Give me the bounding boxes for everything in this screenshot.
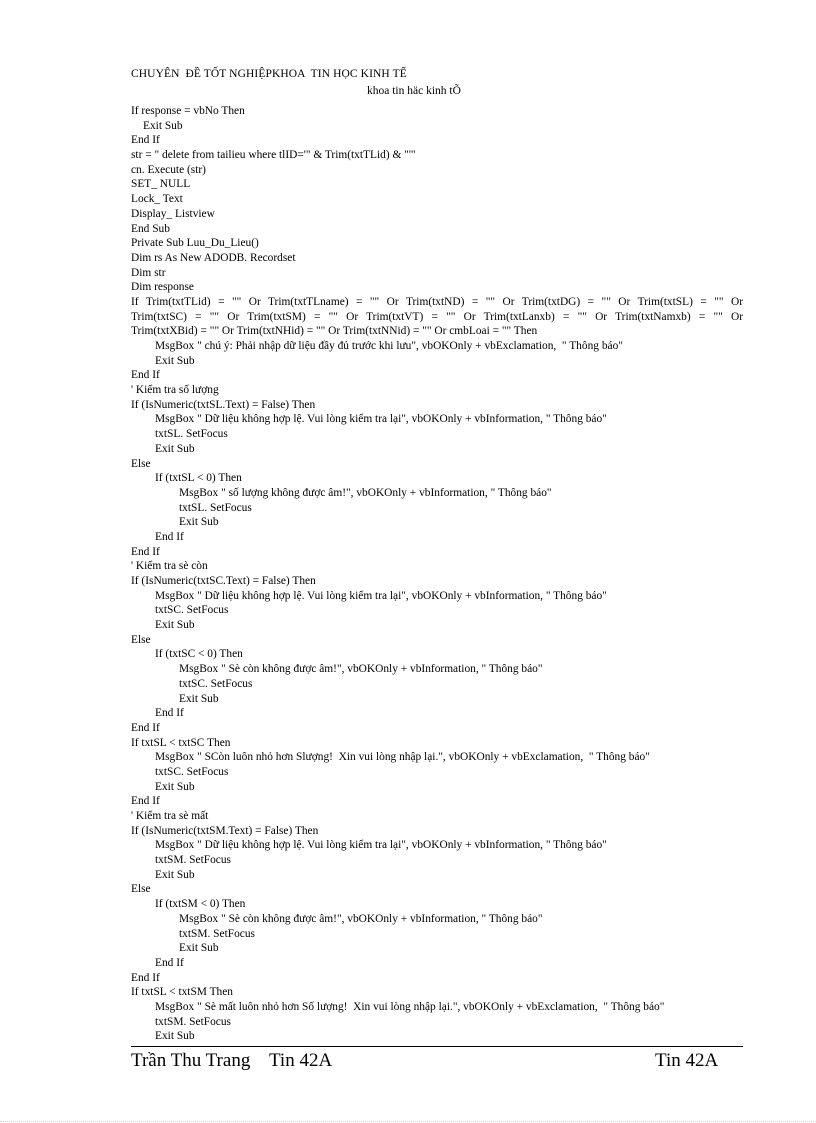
code-line: End If — [131, 721, 160, 734]
code-line: If (txtSL < 0) Then — [155, 472, 242, 485]
code-line: str = " delete from tailieu where tlID='" & Trim(txtTLid) & "'" — [131, 149, 416, 162]
code-line: End Sub — [131, 222, 170, 235]
code-line: Else — [131, 633, 151, 646]
code-line: MsgBox " số lượng không được âm!", vbOKOnly + vbInformation, " Thông báo" — [179, 486, 552, 499]
code-line: Display_ Listview — [131, 207, 215, 220]
code-line: Exit Sub — [155, 619, 195, 632]
code-line: Exit Sub — [179, 516, 219, 529]
code-line: MsgBox " Sè còn không được âm!", vbOKOnly + vbInformation, " Thông báo" — [179, 663, 543, 676]
code-line: Dim response — [131, 281, 194, 294]
code-line: MsgBox " Dữ liệu không hợp lệ. Vui lòng kiểm tra lại", vbOKOnly + vbInformation, " Thông báo" — [155, 589, 607, 602]
code-line: ' Kiểm tra sè mất — [131, 810, 209, 823]
code-line: Exit Sub — [179, 942, 219, 955]
code-line: txtSC. SetFocus — [155, 604, 229, 617]
code-line: Else — [131, 457, 151, 470]
code-line: End If — [131, 795, 160, 808]
code-line: If txtSL < txtSC Then — [131, 736, 231, 749]
footer-author: Trần Thu Trang Tin 42A — [131, 1050, 333, 1071]
code-line: If response = vbNo Then — [131, 105, 245, 117]
code-line: txtSM. SetFocus — [155, 854, 231, 867]
code-line: Exit Sub — [155, 868, 195, 881]
code-line: Dim rs As New ADODB. Recordset — [131, 251, 296, 264]
page-boundary — [0, 1121, 816, 1122]
code-line: Exit Sub — [155, 780, 195, 793]
code-line: End If — [155, 956, 184, 969]
code-line: End If — [131, 545, 160, 558]
code-line: Exit Sub — [155, 1030, 195, 1043]
code-line: MsgBox " Sè mất luôn nhỏ hơn Số lượng! Xin vui lòng nhập lại.", vbOKOnly + vbExclamation, " Thông báo" — [155, 1000, 665, 1013]
code-line: cn. Execute (str) — [131, 163, 206, 176]
document-header-subtitle: khoa tin häc kinh tÕ — [367, 85, 461, 97]
document-header-title: CHUYÊN ĐỀ TỐT NGHIỆPKHOA TIN HỌC KINH TẾ — [131, 68, 407, 80]
code-line: End If — [131, 971, 160, 984]
code-line: Dim str — [131, 266, 166, 279]
code-line: End If — [155, 530, 184, 543]
code-line: txtSC. SetFocus — [179, 677, 253, 690]
code-listing — [131, 104, 743, 1044]
code-line: Trim(txtXBid) = "" Or Trim(txtNHid) = "" Or Trim(txtNNid) = "" Or cmbLoai = "" Then — [131, 325, 538, 338]
code-line: txtSM. SetFocus — [155, 1015, 231, 1028]
code-line: ' Kiểm tra số lượng — [131, 384, 219, 397]
code-line: SET_ NULL — [131, 178, 191, 191]
code-line: Lock_ Text — [131, 193, 183, 206]
code-line: MsgBox " SCòn luôn nhỏ hơn Slượng! Xin vui lòng nhập lại.", vbOKOnly + vbExclamation, " Thông báo" — [155, 751, 650, 764]
footer-class: Tin 42A — [655, 1050, 719, 1071]
code-line: txtSL. SetFocus — [155, 428, 228, 441]
code-line: If (txtSM < 0) Then — [155, 898, 246, 911]
code-line: End If — [131, 134, 160, 147]
code-line: If (IsNumeric(txtSL.Text) = False) Then — [131, 398, 316, 411]
code-line: Exit Sub — [155, 442, 195, 455]
code-line: If (IsNumeric(txtSM.Text) = False) Then — [131, 824, 319, 837]
code-line: If (txtSC < 0) Then — [155, 648, 243, 661]
code-line: End If — [155, 707, 184, 720]
code-line: ' Kiểm tra sè còn — [131, 560, 208, 573]
code-line: txtSC. SetFocus — [155, 765, 229, 778]
code-line: If txtSL < txtSM Then — [131, 986, 233, 999]
code-line: Exit Sub — [179, 692, 219, 705]
code-line: MsgBox " Sè còn không được âm!", vbOKOnly + vbInformation, " Thông báo" — [179, 912, 543, 925]
footer-rule — [131, 1046, 743, 1047]
code-line: MsgBox " Dữ liệu không hợp lệ. Vui lòng kiểm tra lại", vbOKOnly + vbInformation, " Thông báo" — [155, 413, 607, 426]
code-line: If (IsNumeric(txtSC.Text) = False) Then — [131, 575, 316, 588]
code-line: Else — [131, 883, 151, 896]
code-line: txtSM. SetFocus — [179, 927, 255, 940]
code-line: End If — [131, 369, 160, 382]
code-line: MsgBox " Dữ liệu không hợp lệ. Vui lòng kiểm tra lại", vbOKOnly + vbInformation, " Thông báo" — [155, 839, 607, 852]
code-line: MsgBox " chú ý: Phải nhập dữ liệu đầy đủ trước khi lưu", vbOKOnly + vbExclamation, " Thông báo" — [155, 340, 623, 353]
code-line: txtSL. SetFocus — [179, 501, 252, 514]
code-line: Exit Sub — [143, 119, 183, 132]
code-line: Exit Sub — [155, 354, 195, 367]
code-line: Private Sub Luu_Du_Lieu() — [131, 237, 259, 250]
code-line: Trim(txtSC) = "" Or Trim(txtSM) = "" Or Trim(txtVT) = "" Or Trim(txtLanxb) = "" Or Trim(txtNamxb) = "" Or — [131, 310, 743, 323]
code-line: If Trim(txtTLid) = "" Or Trim(txtTLname) = "" Or Trim(txtND) = "" Or Trim(txtDG) = "" Or Trim(txtSL) = "" Or — [131, 295, 743, 308]
